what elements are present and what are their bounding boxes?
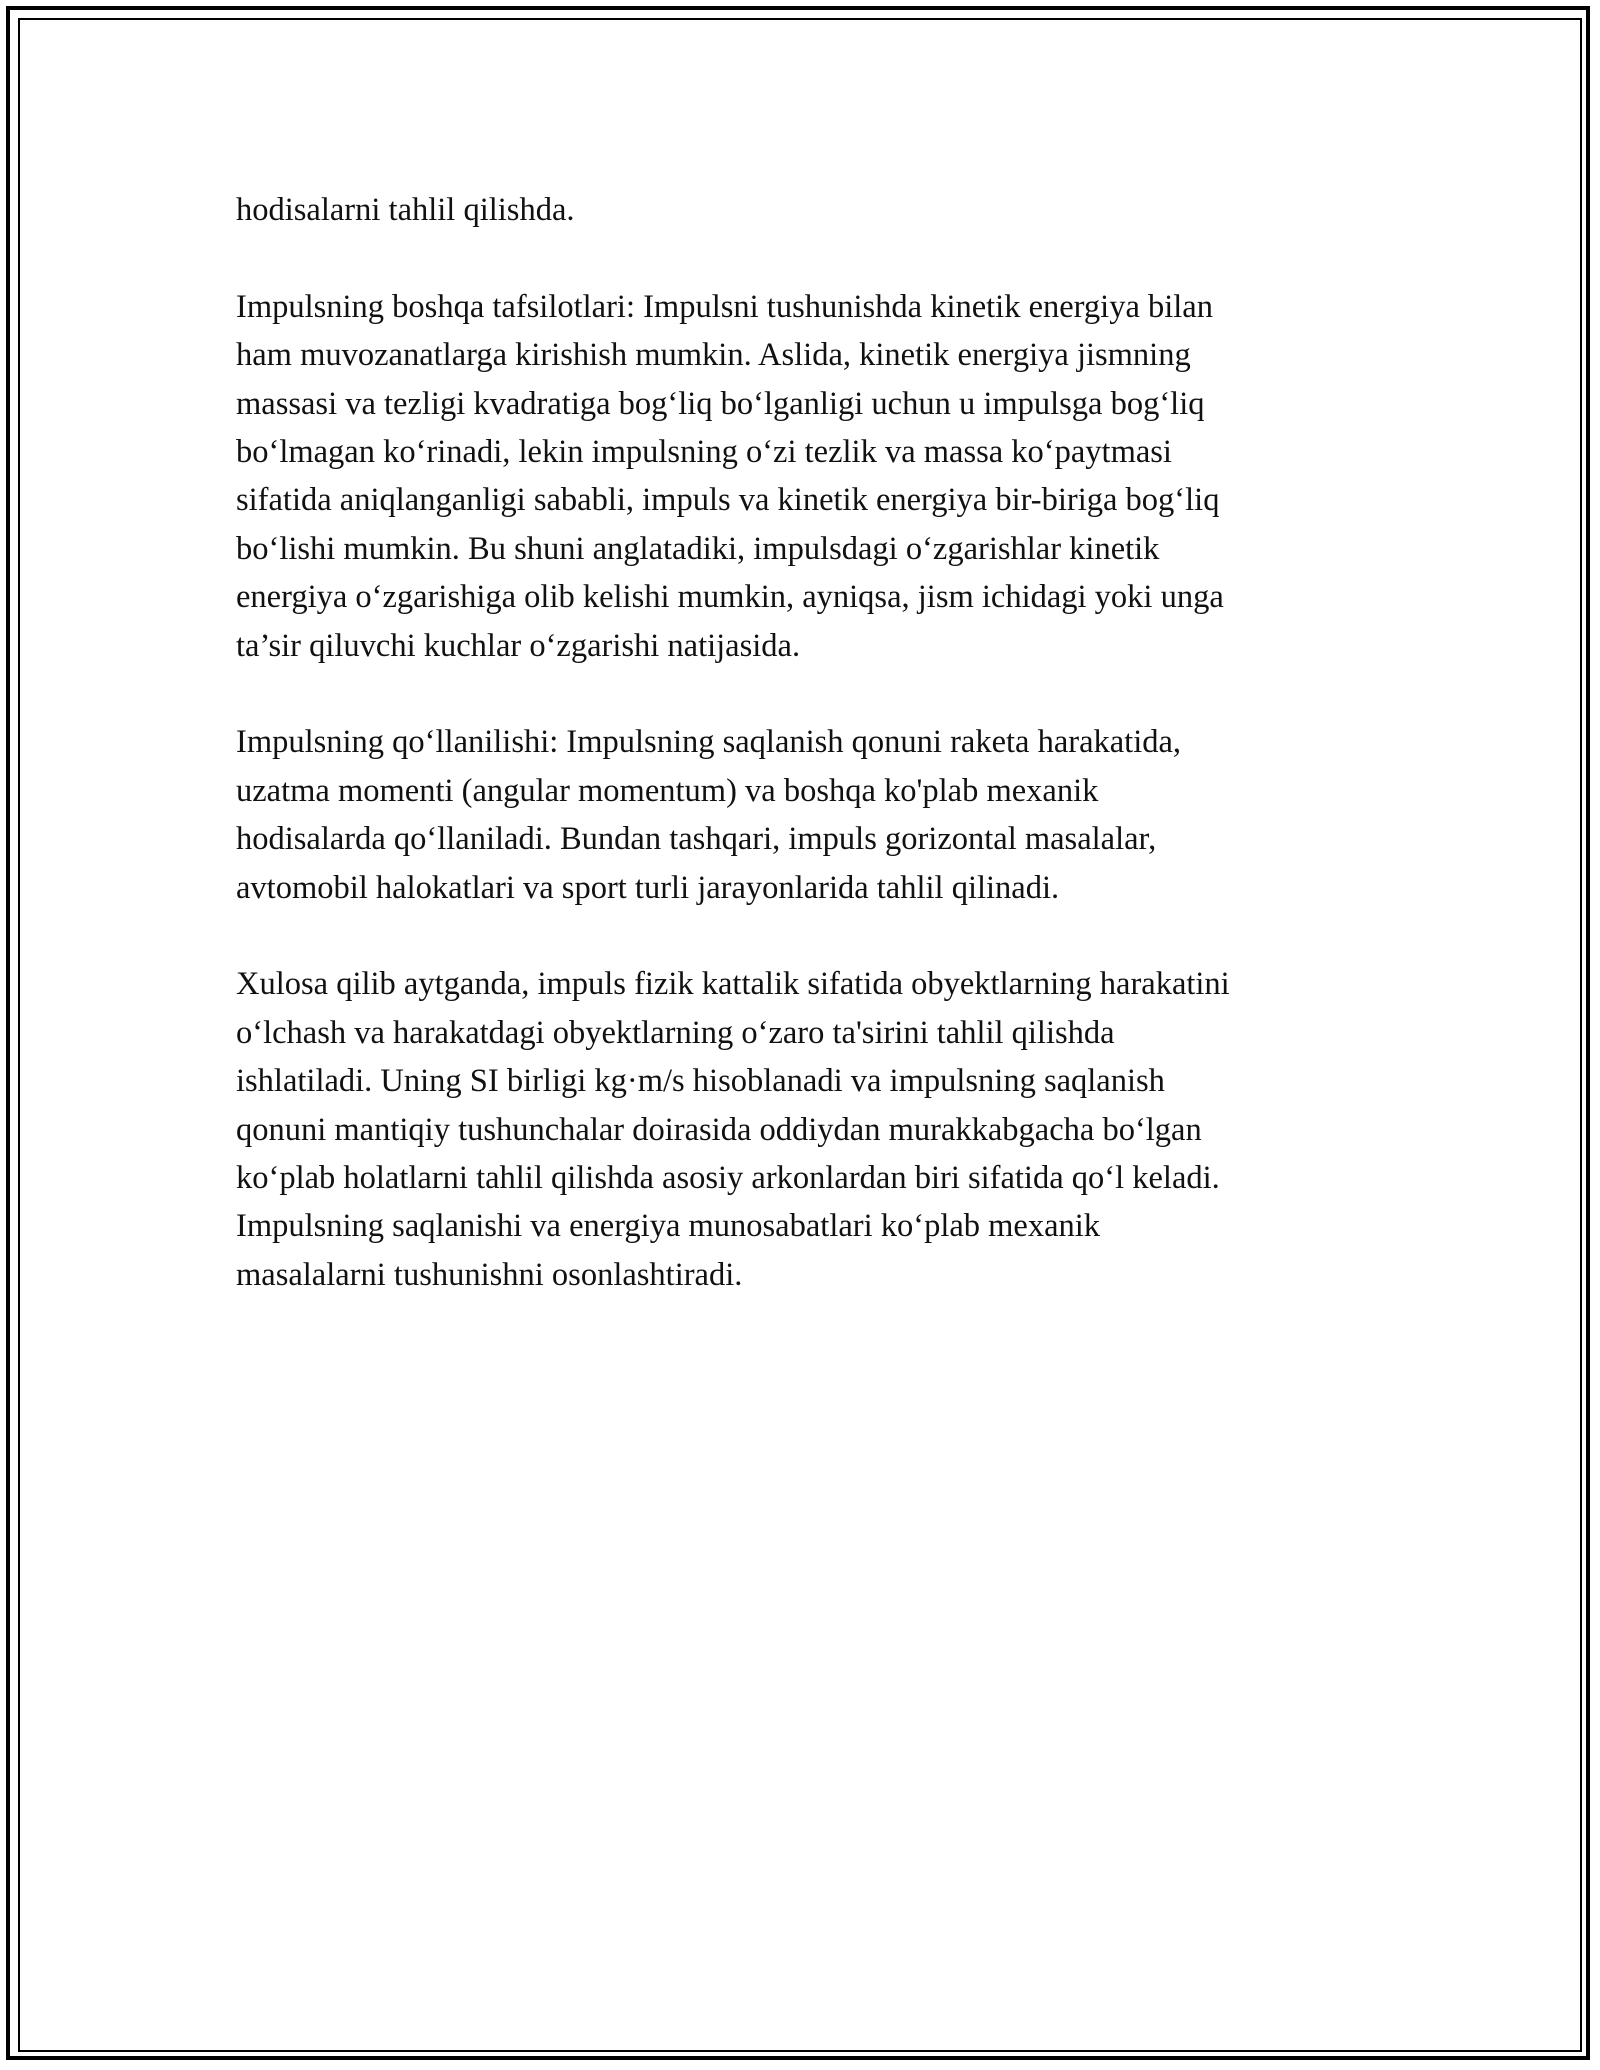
paragraph-continuation: hodisalarni tahlil qilishda.	[236, 192, 575, 228]
paragraph-conclusion: Xulosa qilib aytganda, impuls fizik kattalik sifatida obyektlarning harakatini o‘lchash va harakatdagi obyektlarning o‘zaro ta'sirini tahlil qilishda ishlatiladi. Uning SI birligi kg·m/s hisoblanadi va impulsning saqlanish qonuni mantiqiy tushunchalar doirasida oddiydan murakkabgacha bo‘lgan ko‘plab holatlarni tahlil qilishda asosiy arkonlardan biri sifatida qo‘l keladi. Impulsning saqlanishi va energiya munosabatlari ko‘plab mexanik masalalarni tushunishni osonlashtiradi.	[236, 966, 1230, 1293]
document-body	[236, 186, 1371, 1299]
paragraph-impulse-details: Impulsning boshqa tafsilotlari: Impulsni tushunishda kinetik energiya bilan ham muvozanatlarga kirishish mumkin. Aslida, kinetik energiya jismning massasi va tezligi kvadratiga bog‘liq bo‘lganligi uchun u impulsga bog‘liq bo‘lmagan ko‘rinadi, lekin impulsning o‘zi tezlik va massa ko‘paytmasi sifatida aniqlanganligi sababli, impuls va kinetik energiya bir-biriga bog‘liq bo‘lishi mumkin. Bu shuni anglatadiki, impulsdagi o‘zgarishlar kinetik energiya o‘zgarishiga olib kelishi mumkin, ayniqsa, jism ichidagi yoki unga ta’sir qiluvchi kuchlar o‘zgarishi natijasida.	[236, 288, 1224, 664]
paragraph-impulse-applications: Impulsning qo‘llanilishi: Impulsning saqlanish qonuni raketa harakatida, uzatma momenti (angular momentum) va boshqa ko'plab mexanik hodisalarda qo‘llaniladi. Bundan tashqari, impuls gorizontal masalalar, avtomobil halokatlari va sport turli jarayonlarida tahlil qilinadi.	[236, 724, 1182, 906]
